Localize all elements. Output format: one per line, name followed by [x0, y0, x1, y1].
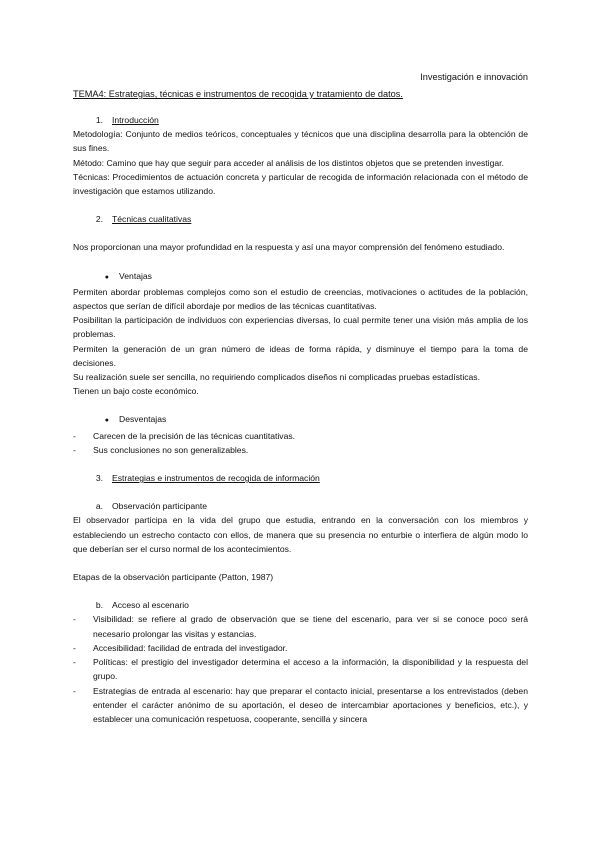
paragraph: Nos proporcionan una mayor profundidad en la respuesta y así una mayor comprensión del fenómeno estudiado. — [73, 242, 505, 253]
document-title: TEMA4: Estrategias, técnicas e instrumentos de recogida y tratamiento de datos. — [73, 89, 403, 99]
bullet-icon: ● — [104, 417, 109, 425]
page-header: Investigación e innovación — [420, 72, 528, 82]
bullet-icon: ● — [104, 273, 109, 281]
paragraph: Técnicas: Procedimientos de actuación concreta y particular de recogida de información relacionada con el método de investigación que estamos utilizando. — [73, 171, 528, 197]
paragraph: Metodología: Conjunto de medios teóricos, conceptuales y técnicos que una disciplina desarrolla para la obtención de sus fines. — [73, 129, 528, 154]
paragraph: Permiten la generación de un gran número de ideas de forma rápida, y disminuye el tiempo para la toma de decisiones. — [73, 343, 528, 368]
section-2-heading: 2. Técnicas cualitativas — [95, 214, 192, 225]
paragraph: Tienen un bajo coste económico. — [73, 386, 199, 397]
paragraph: Permiten abordar problemas complejos como son el estudio de creencias, motivaciones o actitudes de la población, aspectos que serían de difícil abordaje por medios de las técnicas cuantitativas. — [73, 286, 528, 312]
paragraph: Su realización suele ser sencilla, no requiriendo complicados diseños ni complicadas pruebas estadísticas. — [73, 372, 480, 383]
paragraph: Posibilitan la participación de individuos con experiencias diversas, lo cual permite tener una visión más amplia de los problemas. — [73, 315, 528, 340]
ventajas-heading: ● Ventajas — [73, 269, 528, 285]
list-item: - Accesibilidad: facilidad de entrada del investigador. — [73, 642, 288, 653]
paragraph: El observador participa en la vida del grupo que estudia, entrando en la conversación con los miembros y estableciendo un estrecho contacto con ellos, de manera que su presencia no enturbie o interfiera de algún modo lo que deberían ser el curso normal de los acontecimientos. — [73, 515, 528, 554]
list-item: - Políticas: el prestigio del investigador determina el acceso a la información, la disponibilidad y la respuesta del grupo. — [73, 657, 528, 682]
document-body — [73, 113, 528, 726]
paragraph: Etapas de la observación participante (Patton, 1987) — [73, 572, 274, 583]
subsection-a-heading: a. Observación participante — [95, 501, 208, 512]
list-item: - Carecen de la precisión de las técnicas cuantitativas. — [73, 430, 296, 441]
list-item: - Sus conclusiones no son generalizables. — [73, 444, 249, 455]
subsection-b-heading: b. Acceso al escenario — [95, 600, 189, 611]
section-3-heading: 3. Estrategias e instrumentos de recogida de información — [95, 473, 320, 484]
paragraph: Método: Camino que hay que seguir para acceder al análisis de los distintos objetos que se pretenden investigar. — [73, 157, 504, 168]
list-item: - Visibilidad: se refiere al grado de observación que se tiene del escenario, para ver si se conoce poco será necesario prolongar las visitas y estancias. — [73, 614, 528, 639]
list-item: - Estrategias de entrada al escenario: hay que preparar el contacto inicial, presentarse a los entrevistados (deben entender el carácter anónimo de su aportación, el deseo de intercambiar aportaciones y beneficios, etc.), y establecer una comunicación respetuosa, cooperante, sencilla y sincera — [73, 685, 528, 724]
desventajas-heading: ● Desventajas — [73, 412, 528, 428]
section-1-heading: 1. Introducción — [95, 115, 159, 125]
